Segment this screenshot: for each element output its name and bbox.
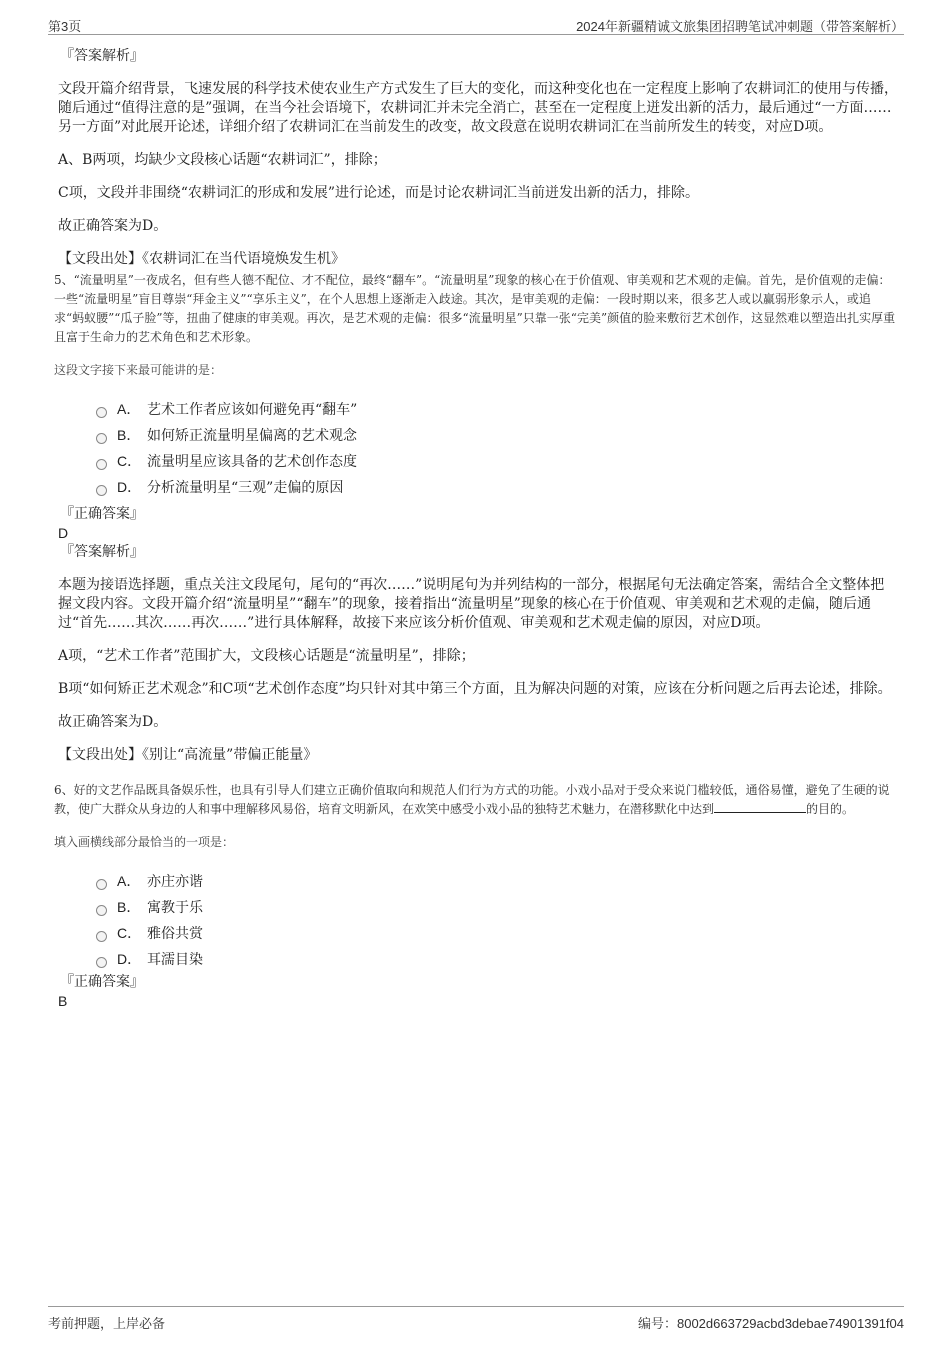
q5-options (96, 396, 898, 500)
q5-option-a[interactable] (96, 396, 898, 422)
q5-prompt: 这段文字接下来最可能讲的是： (54, 363, 223, 377)
document-code: 编号：8002d663729acbd3debae74901391f04 (637, 1316, 904, 1331)
q4-ab-note: A、B两项，均缺少文段核心话题“农耕词汇”，排除； (58, 152, 387, 168)
radio-icon[interactable] (96, 905, 107, 916)
q4-analysis-text: 文段开篇介绍背景，飞速发展的科学技术使农业生产方式发生了巨大的变化，而这种变化也在一定程度上影响了农耕词汇的使用与传播，随后通过“值得注意的是”强调，在当今社会语境下，农耕词汇并未完全消亡，甚至在一定程度上迸发出新的活力，最后通过“一方面……另一方面”对此展开论述，详细介绍了农耕词汇在当前发生的改变，故文段意在说明农耕词汇在当前所发生的转变，对应D项。 (58, 81, 898, 135)
fill-blank (714, 800, 806, 813)
q5-analysis-label: 『答案解析』 (60, 544, 144, 560)
q4-analysis-label: 『答案解析』 (60, 48, 144, 64)
q6-question-text: 6、好的文艺作品既具备娱乐性，也具有引导人们建立正确价值取向和规范人们行为方式的功能。小戏小品对于受众来说门槛较低，通俗易懂，避免了生硬的说教，使广大群众从身边的人和事中理解移风易俗，培育文明新风，在欢笑中感受小戏小品的独特艺术魅力，在潜移默化中达到 (54, 783, 890, 816)
q6-option-c[interactable] (96, 920, 898, 946)
option-letter: C． (117, 925, 142, 941)
q5-answer: D (58, 525, 69, 541)
option-letter: B． (117, 899, 141, 915)
q5-conclusion: 故正确答案为D。 (58, 714, 168, 730)
q6-question (54, 781, 898, 819)
option-letter: A． (117, 873, 141, 889)
q6-answer: B (58, 993, 68, 1009)
page-footer (48, 1306, 904, 1329)
page-header (48, 12, 904, 35)
option-letter: D． (117, 951, 142, 967)
q4-c-note: C项，文段并非围绕“农耕词汇的形成和发展”进行论述，而是讨论农耕词汇当前迸发出新的活力，排除。 (58, 185, 700, 201)
q5-a-note: A项，“艺术工作者”范围扩大，文段核心话题是“流量明星”，排除； (58, 648, 475, 664)
q5-option-d[interactable] (96, 474, 898, 500)
option-letter: B． (117, 427, 141, 443)
option-text: 雅俗共赏 (147, 926, 203, 942)
q5-bc-note: B项“如何矫正艺术观念”和C项“艺术创作态度”均只针对其中第三个方面，且为解决问题的对策，应该在分析问题之后再去论述，排除。 (58, 681, 892, 697)
option-text: 分析流量明星“三观”走偏的原因 (147, 480, 344, 496)
option-letter: D． (117, 479, 142, 495)
q6-prompt: 填入画横线部分最恰当的一项是： (54, 835, 235, 849)
q5-analysis-text: 本题为接语选择题，重点关注文段尾句，尾句的“再次……”说明尾句为并列结构的一部分，根据尾句无法确定答案，需结合全文整体把握文段内容。文段开篇介绍“流量明星”“翻车”的现象，接着指出“流量明星”现象的核心在于价值观、审美观和艺术观的走偏，随后通过“首先……其次……再次……”进行具体解释，故接下来应该分析价值观、审美观和艺术观走偏的原因，对应D项。 (58, 577, 885, 631)
q4-conclusion: 故正确答案为D。 (58, 218, 168, 234)
page-number: 第3页 (48, 19, 82, 34)
option-text: 寓教于乐 (147, 900, 203, 916)
option-text: 流量明星应该具备的艺术创作态度 (147, 454, 357, 470)
radio-icon[interactable] (96, 931, 107, 942)
q5-answer-label: 『正确答案』 (60, 506, 144, 522)
q4-source: 【文段出处】《农耕词汇在当代语境焕发生机》 (58, 251, 345, 267)
document-title: 2024年新疆精诚文旅集团招聘笔试冲刺题（带答案解析） (576, 19, 904, 34)
q5-option-c[interactable] (96, 448, 898, 474)
option-letter: C． (117, 453, 142, 469)
q6-answer-label: 『正确答案』 (60, 974, 144, 990)
q6-options (96, 868, 898, 972)
page-content (56, 46, 898, 1010)
radio-icon[interactable] (96, 459, 107, 470)
q6-option-d[interactable] (96, 946, 898, 972)
radio-icon[interactable] (96, 879, 107, 890)
radio-icon[interactable] (96, 957, 107, 968)
option-text: 耳濡目染 (147, 952, 203, 968)
footer-slogan: 考前押题，上岸必备 (48, 1316, 166, 1331)
radio-icon[interactable] (96, 485, 107, 496)
option-text: 艺术工作者应该如何避免再“翻车” (147, 402, 358, 418)
option-text: 如何矫正流量明星偏离的艺术观念 (147, 428, 357, 444)
radio-icon[interactable] (96, 407, 107, 418)
option-text: 亦庄亦谐 (147, 874, 203, 890)
radio-icon[interactable] (96, 433, 107, 444)
q6-option-a[interactable] (96, 868, 898, 894)
q6-question-tail: 的目的。 (806, 802, 855, 816)
option-letter: A． (117, 401, 141, 417)
q5-source: 【文段出处】《别让“高流量”带偏正能量》 (58, 747, 318, 763)
q6-option-b[interactable] (96, 894, 898, 920)
q5-question: 5、“流量明星”一夜成名，但有些人德不配位、才不配位，最终“翻车”。“流量明星”现象的核心在于价值观、审美观和艺术观的走偏。首先，是价值观的走偏：一些“流量明星”盲目尊崇“拜金主义”“享乐主义”，在个人思想上逐渐走入歧途。其次，是审美观的走偏：一段时期以来，很多艺人或以赢弱形象示人，或追求“蚂蚁腰”“瓜子脸”等，扭曲了健康的审美观。再次，是艺术观的走偏：很多“流量明星”只靠一张“完美”颜值的脸来敷衍艺术创作，这显然难以塑造出扎实厚重且富于生命力的艺术角色和艺术形象。 (54, 273, 896, 344)
q5-option-b[interactable] (96, 422, 898, 448)
